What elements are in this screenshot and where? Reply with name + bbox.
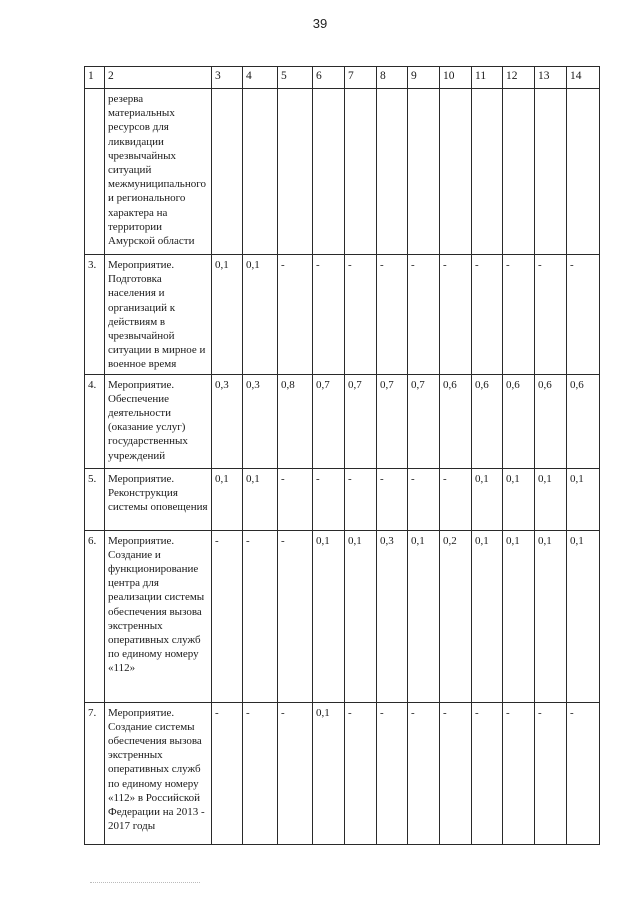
value-cell: 0,1 [567, 468, 600, 530]
value-cell: - [377, 702, 408, 844]
value-cell: 0,1 [243, 468, 278, 530]
value-cell: - [408, 468, 440, 530]
value-cell [472, 89, 503, 255]
value-cell: 0,8 [278, 374, 313, 468]
row-number-cell: 7. [85, 702, 105, 844]
value-cell [535, 89, 567, 255]
value-cell: 0,6 [503, 374, 535, 468]
value-cell [567, 89, 600, 255]
value-cell: 0,3 [212, 374, 243, 468]
value-cell: - [408, 255, 440, 375]
value-cell: - [503, 702, 535, 844]
header-cell: 11 [472, 67, 503, 89]
value-cell: 0,1 [313, 530, 345, 702]
value-cell: 0,1 [503, 530, 535, 702]
header-cell: 7 [345, 67, 377, 89]
value-cell [313, 89, 345, 255]
row-number-cell: 4. [85, 374, 105, 468]
header-cell: 8 [377, 67, 408, 89]
value-cell: 0,1 [567, 530, 600, 702]
value-cell: 0,7 [377, 374, 408, 468]
value-cell: - [377, 468, 408, 530]
value-cell: 0,7 [345, 374, 377, 468]
value-cell: - [377, 255, 408, 375]
header-cell: 3 [212, 67, 243, 89]
table-row [85, 374, 600, 468]
row-number-cell [85, 89, 105, 255]
value-cell: - [408, 702, 440, 844]
row-description-cell: резерва материальных ресурсов для ликвидации чрезвычайных ситуаций межмуниципального и регионального характера на территории Амурской области [105, 89, 212, 255]
value-cell [278, 89, 313, 255]
value-cell: - [567, 702, 600, 844]
header-cell: 5 [278, 67, 313, 89]
value-cell [503, 89, 535, 255]
table-row [85, 530, 600, 702]
table-row [85, 468, 600, 530]
table-row [85, 255, 600, 375]
value-cell [440, 89, 472, 255]
value-cell: - [440, 702, 472, 844]
value-cell [408, 89, 440, 255]
row-description-cell: Мероприятие. Обеспечение деятельности (оказание услуг) государственных учреждений [105, 374, 212, 468]
value-cell: 0,2 [440, 530, 472, 702]
value-cell: - [440, 468, 472, 530]
header-cell: 13 [535, 67, 567, 89]
value-cell [377, 89, 408, 255]
header-cell: 6 [313, 67, 345, 89]
value-cell: 0,6 [567, 374, 600, 468]
page-number: 39 [312, 16, 328, 31]
value-cell: - [278, 468, 313, 530]
value-cell [212, 89, 243, 255]
row-number-cell: 3. [85, 255, 105, 375]
value-cell: 0,3 [377, 530, 408, 702]
value-cell: - [472, 702, 503, 844]
value-cell: 0,1 [212, 468, 243, 530]
row-number-cell: 6. [85, 530, 105, 702]
value-cell: - [313, 468, 345, 530]
header-cell: 4 [243, 67, 278, 89]
value-cell: 0,1 [345, 530, 377, 702]
row-number-cell: 5. [85, 468, 105, 530]
value-cell: 0,6 [535, 374, 567, 468]
value-cell: - [535, 702, 567, 844]
footer-divider [90, 882, 200, 883]
row-description-cell: Мероприятие. Создание и функционирование центра для реализации системы обеспечения вызова экстренных оперативных служб по единому номеру «112» [105, 530, 212, 702]
value-cell: 0,1 [503, 468, 535, 530]
value-cell: 0,6 [472, 374, 503, 468]
header-cell: 1 [85, 67, 105, 89]
header-cell: 2 [105, 67, 212, 89]
value-cell: 0,1 [535, 530, 567, 702]
header-cell: 9 [408, 67, 440, 89]
value-cell: - [345, 468, 377, 530]
value-cell: 0,1 [243, 255, 278, 375]
table-row [85, 702, 600, 844]
value-cell: - [313, 255, 345, 375]
value-cell: - [567, 255, 600, 375]
value-cell: 0,1 [535, 468, 567, 530]
value-cell [345, 89, 377, 255]
header-cell: 12 [503, 67, 535, 89]
value-cell: - [440, 255, 472, 375]
value-cell: 0,1 [472, 468, 503, 530]
row-description-cell: Мероприятие. Создание системы обеспечения вызова экстренных оперативных служб по единому номеру «112» в Российской Федерации на 2013 - 2017 годы [105, 702, 212, 844]
value-cell: 0,3 [243, 374, 278, 468]
value-cell: 0,1 [408, 530, 440, 702]
value-cell: - [212, 702, 243, 844]
row-description-cell: Мероприятие. Реконструкция системы оповещения [105, 468, 212, 530]
value-cell: - [345, 255, 377, 375]
value-cell: - [243, 530, 278, 702]
row-description-cell: Мероприятие. Подготовка населения и организаций к действиям в чрезвычайной ситуации в мирное и военное время [105, 255, 212, 375]
value-cell: 0,7 [313, 374, 345, 468]
value-cell: - [535, 255, 567, 375]
value-cell: - [472, 255, 503, 375]
value-cell: 0,6 [440, 374, 472, 468]
table-row [85, 89, 600, 255]
table-header-row [85, 67, 600, 89]
value-cell: - [278, 255, 313, 375]
value-cell: 0,7 [408, 374, 440, 468]
header-cell: 10 [440, 67, 472, 89]
value-cell: - [345, 702, 377, 844]
value-cell [243, 89, 278, 255]
header-cell: 14 [567, 67, 600, 89]
value-cell: - [212, 530, 243, 702]
value-cell: - [503, 255, 535, 375]
value-cell: 0,1 [313, 702, 345, 844]
value-cell: - [278, 530, 313, 702]
value-cell: - [243, 702, 278, 844]
value-cell: 0,1 [472, 530, 503, 702]
value-cell: - [278, 702, 313, 844]
data-table [84, 66, 600, 845]
value-cell: 0,1 [212, 255, 243, 375]
